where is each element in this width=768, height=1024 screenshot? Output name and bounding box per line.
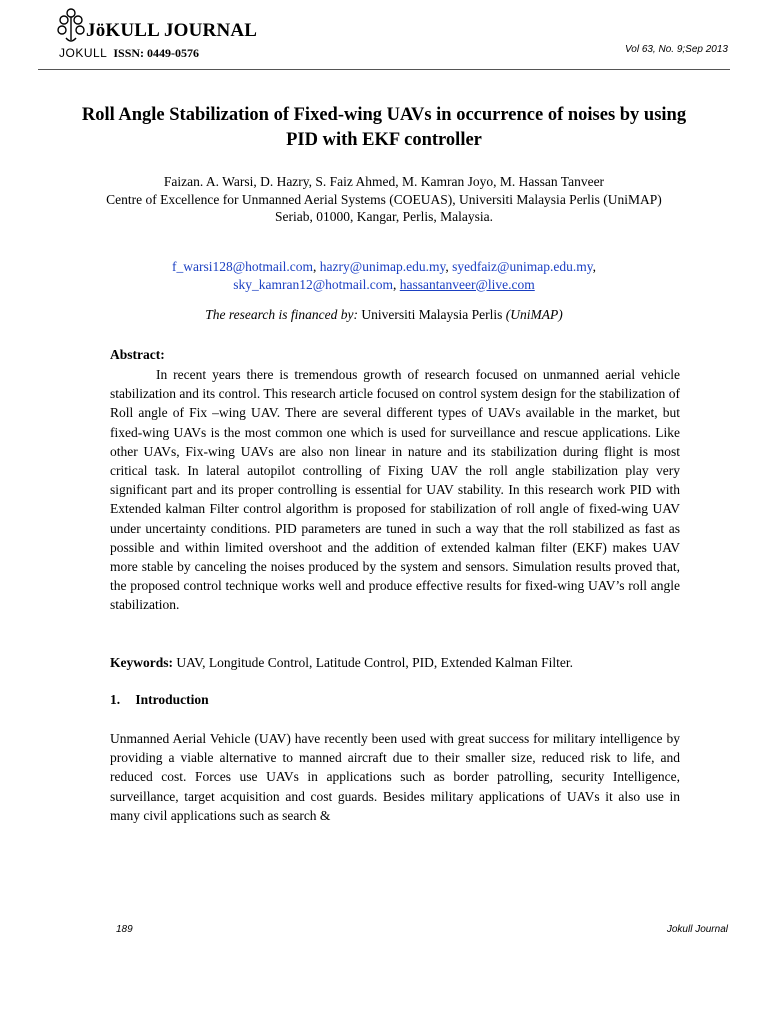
- author-block: [80, 173, 688, 226]
- logo-subline: [59, 46, 199, 61]
- journal-logo: [56, 6, 256, 62]
- intro-paragraph: Unmanned Aerial Vehicle (UAV) have recently been used with great success for military intelligence by providing a viable alternative to manned aircraft due to their smaller size, reduced risk to life, and reduced cost. Forces use UAVs in applications such as border patrolling, security Intelligence, surveillance, target acquisition and cost guards. Besides military applications of UAVs it also use in many civil applications such as search &: [110, 731, 680, 823]
- section-title: Introduction: [135, 692, 209, 707]
- volume-info: Vol 63, No. 9;Sep 2013: [624, 44, 728, 55]
- keywords-label: Keywords:: [110, 655, 173, 670]
- journal-emblem-icon: [56, 6, 86, 46]
- email-link[interactable]: hazry@unimap.edu.my: [319, 259, 446, 274]
- issn: ISSN: 0449-0576: [113, 46, 200, 60]
- page-number: 189: [116, 924, 133, 935]
- abstract-heading: Abstract:: [110, 347, 165, 362]
- affiliation: Centre of Excellence for Unmanned Aerial Systems (COEUAS), Universiti Malaysia Perlis (UniMAP): [106, 191, 662, 207]
- section-heading: [110, 692, 209, 708]
- logo-small-text: JOKULL: [59, 46, 108, 60]
- paper-title: Roll Angle Stabilization of Fixed-wing UAVs in occurrence of noises by using PID with EKF controller: [81, 105, 687, 150]
- email-list: f_warsi128@hotmail.com, hazry@unimap.edu.my, syedfaiz@unimap.edu.my, sky_kamran12@hotmail.com, hassantanveer@live.com: [172, 259, 596, 292]
- email-link[interactable]: syedfaiz@unimap.edu.my: [452, 259, 593, 274]
- address: Seriab, 01000, Kangar, Perlis, Malaysia.: [274, 209, 494, 224]
- funding-org: Universiti Malaysia Perlis: [361, 307, 503, 322]
- section-number: 1.: [110, 692, 121, 707]
- journal-name: JöKULL JOURNAL: [86, 20, 258, 41]
- keywords: [110, 655, 680, 671]
- footer-journal: Jokull Journal: [666, 924, 728, 935]
- funding-abbr: (UniMAP): [505, 307, 563, 322]
- abstract-text: In recent years there is tremendous growth of research focused on unmanned aerial vehicle stabilization and its control. This research article focused on control system design for the stabilization of Roll angle of Fix –wing UAV. There are several different types of UAVs available in the market, but fixed-wing UAVs is the most common one which is used for surveillance and rescue applications. Like other UAVs, Fix-wing UAVs are also non linear in nature and its stabilization during flight is most critical task. In lateral autopilot controlling of Fixing UAV the roll angle stabilization play very significant part and its proper controlling is essential for UAV stability. In this research work PID with Extended kalman Filter control algorithm is proposed for stabilization of roll angle of fixed-wing UAV under uncertainty conditions. PID parameters are tuned in such a way that the roll stabilized as fast as possible and within limited overshoot and the addition of extended kalman filter (EKF) makes UAV more stable by canceling the noises produced by the system and sensors. Simulation results proved that, the proposed control technique works well and produce effective results for fixed-wing UAV’s roll angle stabilization.: [110, 367, 680, 613]
- funding-note: [80, 307, 688, 323]
- header-divider: [38, 69, 730, 70]
- email-link[interactable]: sky_kamran12@hotmail.com: [233, 276, 393, 292]
- email-link[interactable]: hassantanveer@live.com: [399, 276, 535, 292]
- email-link[interactable]: f_warsi128@hotmail.com: [172, 259, 314, 274]
- author-list: Faizan. A. Warsi, D. Hazry, S. Faiz Ahmed, M. Kamran Joyo, M. Hassan Tanveer: [163, 174, 605, 189]
- funding-label: The research is financed by:: [205, 307, 358, 322]
- keywords-text: UAV, Longitude Control, Latitude Control, PID, Extended Kalman Filter.: [176, 655, 573, 670]
